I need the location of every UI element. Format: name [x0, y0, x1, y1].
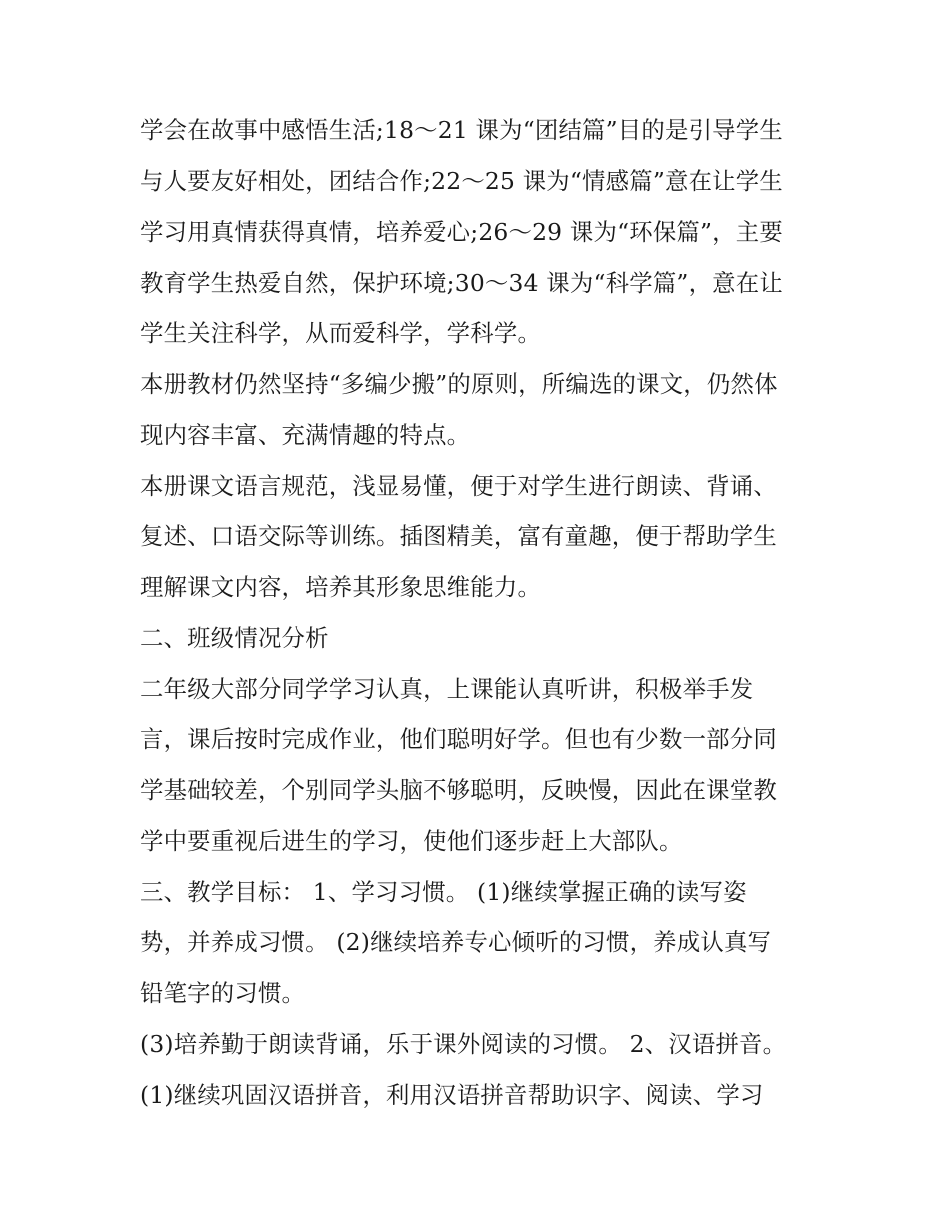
text-line: 复述、口语交际等训练。插图精美，富有童趣，便于帮助学生 — [140, 522, 777, 550]
text-line: 势，并养成习惯。 (2)继续培养专心倾听的习惯，养成认真写 — [140, 928, 772, 956]
text-line: 学会在故事中感悟生活;18～21 课为“团结篇”目的是引导学生 — [140, 116, 783, 144]
text-line: 言，课后按时完成作业，他们聪明好学。但也有少数一部分同 — [140, 725, 777, 753]
text-line: 本册教材仍然坚持“多编少搬”的原则，所编选的课文，仍然体 — [140, 370, 778, 398]
text-line: 学中要重视后进生的学习，使他们逐步赶上大部队。 — [140, 827, 683, 855]
text-line: 三、教学目标： 1、学习习惯。 (1)继续掌握正确的读写姿 — [140, 878, 747, 906]
text-line: 学基础较差，个别同学头脑不够聪明，反映慢，因此在课堂教 — [140, 776, 777, 804]
text-line: 本册课文语言规范，浅显易懂，便于对学生进行朗读、背诵、 — [140, 472, 777, 500]
text-line: (3)培养勤于朗读背诵，乐于课外阅读的习惯。 2、汉语拼音。 — [140, 1030, 787, 1058]
text-line: 现内容丰富、充满情趣的特点。 — [140, 421, 471, 449]
text-line: 二年级大部分同学学习认真，上课能认真听讲，积极举手发 — [140, 675, 754, 703]
text-line: 与人要友好相处，团结合作;22～25 课为“情感篇”意在让学生 — [140, 167, 783, 195]
text-line: 学习用真情获得真情，培养爱心;26～29 课为“环保篇”，主要 — [140, 218, 783, 246]
text-line: 教育学生热爱自然，保护环境;30～34 课为“科学篇”，意在让 — [140, 269, 783, 297]
text-line: 学生关注科学，从而爱科学，学科学。 — [140, 319, 542, 347]
text-line: 铅笔字的习惯。 — [140, 979, 306, 1007]
section-heading: 二、班级情况分析 — [140, 624, 329, 652]
text-line: 理解课文内容，培养其形象思维能力。 — [140, 573, 542, 601]
text-line: (1)继续巩固汉语拼音，利用汉语拼音帮助识字、阅读、学习 — [140, 1081, 764, 1109]
